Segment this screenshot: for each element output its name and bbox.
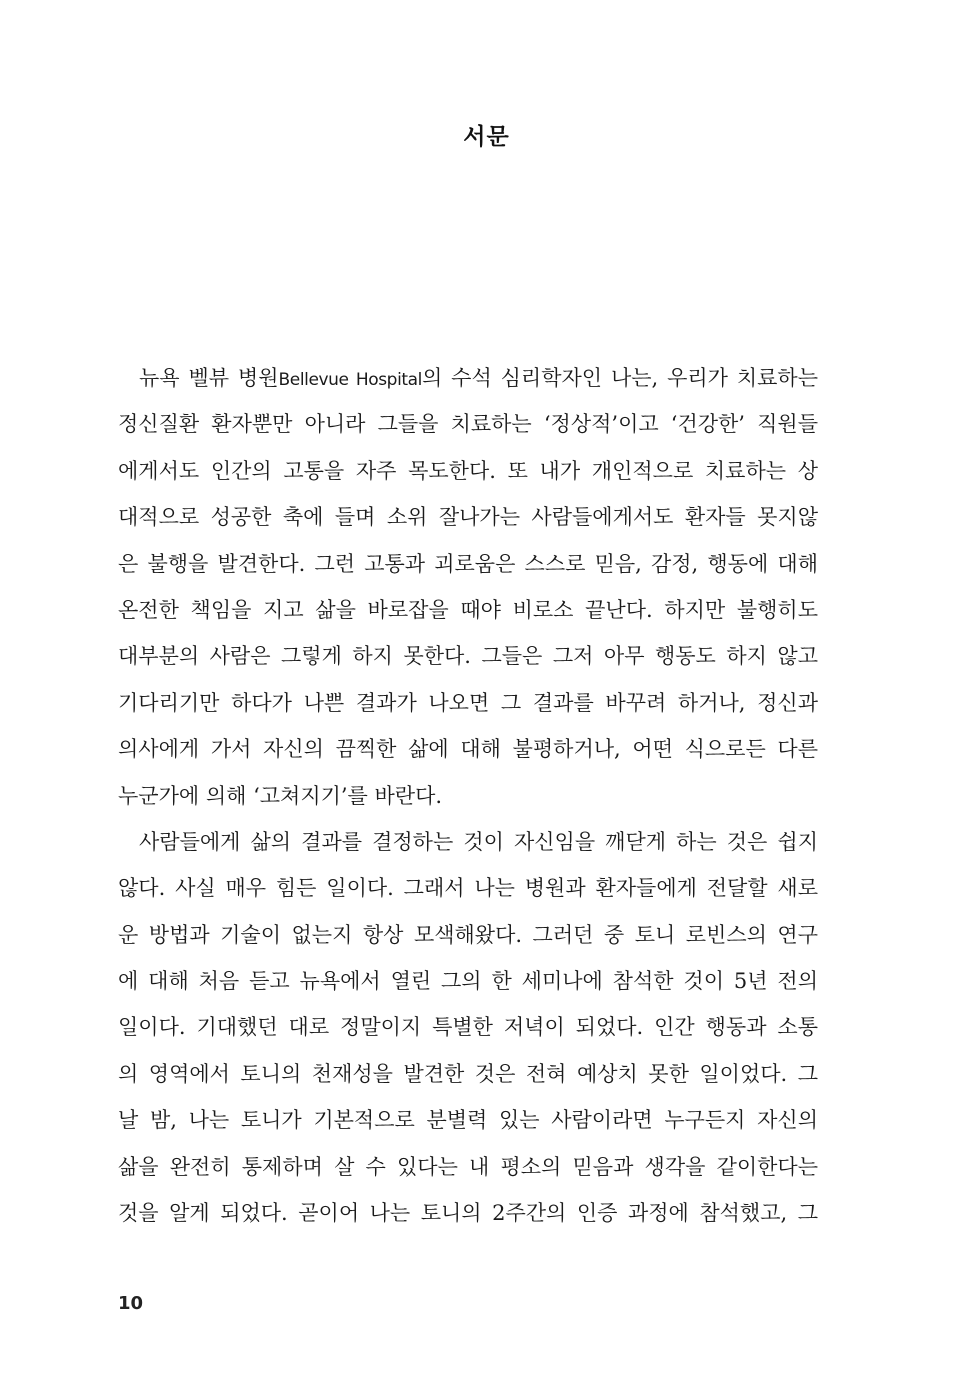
paragraph-1-line-3: 에게서도 인간의 고통을 자주 목도한다. 또 내가 개인적으로 치료하는 상 <box>118 458 818 483</box>
paragraph-2-line-2: 않다. 사실 매우 힘든 일이다. 그래서 나는 병원과 환자들에게 전달할 새로 <box>118 876 818 901</box>
paragraph-2-line-5: 일이다. 기대했던 대로 정말이지 특별한 저녁이 되었다. 인간 행동과 소통 <box>118 1015 818 1040</box>
paragraph-1-line-9: 의사에게 가서 자신의 끔찍한 삶에 대해 불평하거나, 어떤 식으로든 다른 <box>118 737 818 762</box>
paragraph-1-line-2: 정신질환 환자뿐만 아니라 그들을 치료하는 ‘정상적’이고 ‘건강한’ 직원들 <box>118 412 818 437</box>
page-number: 10 <box>118 1293 144 1314</box>
paragraph-1-line-4: 대적으로 성공한 축에 들며 소위 잘나가는 사람들에게서도 환자들 못지않 <box>118 505 818 530</box>
paragraph-1-line-8: 기다리기만 하다가 나쁜 결과가 나오면 그 결과를 바꾸려 하거나, 정신과 <box>118 690 818 715</box>
paragraph-1-line-1 <box>118 355 818 401</box>
text-segment: 의 수석 심리학자인 나는, 우리가 치료하는 <box>422 366 818 390</box>
paragraph-1-line-6: 온전한 책임을 지고 삶을 바로잡을 때야 비로소 끝난다. 하지만 불행히도 <box>118 597 818 622</box>
body-text <box>118 355 818 1236</box>
paragraph-1-line-7: 대부분의 사람은 그렇게 하지 못한다. 그들은 그저 아무 행동도 하지 않고 <box>118 644 818 669</box>
paragraph-2-line-9: 것을 알게 되었다. 곧이어 나는 토니의 2주간의 인증 과정에 참석했고, 그 <box>118 1201 818 1226</box>
paragraph-2-line-7: 날 밤, 나는 토니가 기본적으로 분별력 있는 사람이라면 누구든지 자신의 <box>118 1108 818 1133</box>
paragraph-1-line-5: 은 불행을 발견한다. 그런 고통과 괴로움은 스스로 믿음, 감정, 행동에 대해 <box>118 551 818 576</box>
paragraph-2-line-4: 에 대해 처음 듣고 뉴욕에서 열린 그의 한 세미나에 참석한 것이 5년 전의 <box>118 969 818 994</box>
text-segment: 뉴욕 벨뷰 병원 <box>139 366 279 390</box>
latin-term: Bellevue Hospital <box>278 370 422 390</box>
paragraph-2-line-8: 삶을 완전히 통제하며 살 수 있다는 내 평소의 믿음과 생각을 같이한다는 <box>118 1154 818 1179</box>
paragraph-2-line-6: 의 영역에서 토니의 천재성을 발견한 것은 전혀 예상치 못한 일이었다. 그 <box>118 1061 818 1086</box>
paragraph-2-line-3: 운 방법과 기술이 없는지 항상 모색해왔다. 그러던 중 토니 로빈스의 연구 <box>118 922 818 947</box>
paragraph-1-line-10: 누군가에 의해 ‘고쳐지기’를 바란다. <box>118 783 443 808</box>
chapter-title: 서문 <box>463 124 510 150</box>
paragraph-2-line-1: 사람들에게 삶의 결과를 결정하는 것이 자신임을 깨닫게 하는 것은 쉽지 <box>139 829 818 854</box>
